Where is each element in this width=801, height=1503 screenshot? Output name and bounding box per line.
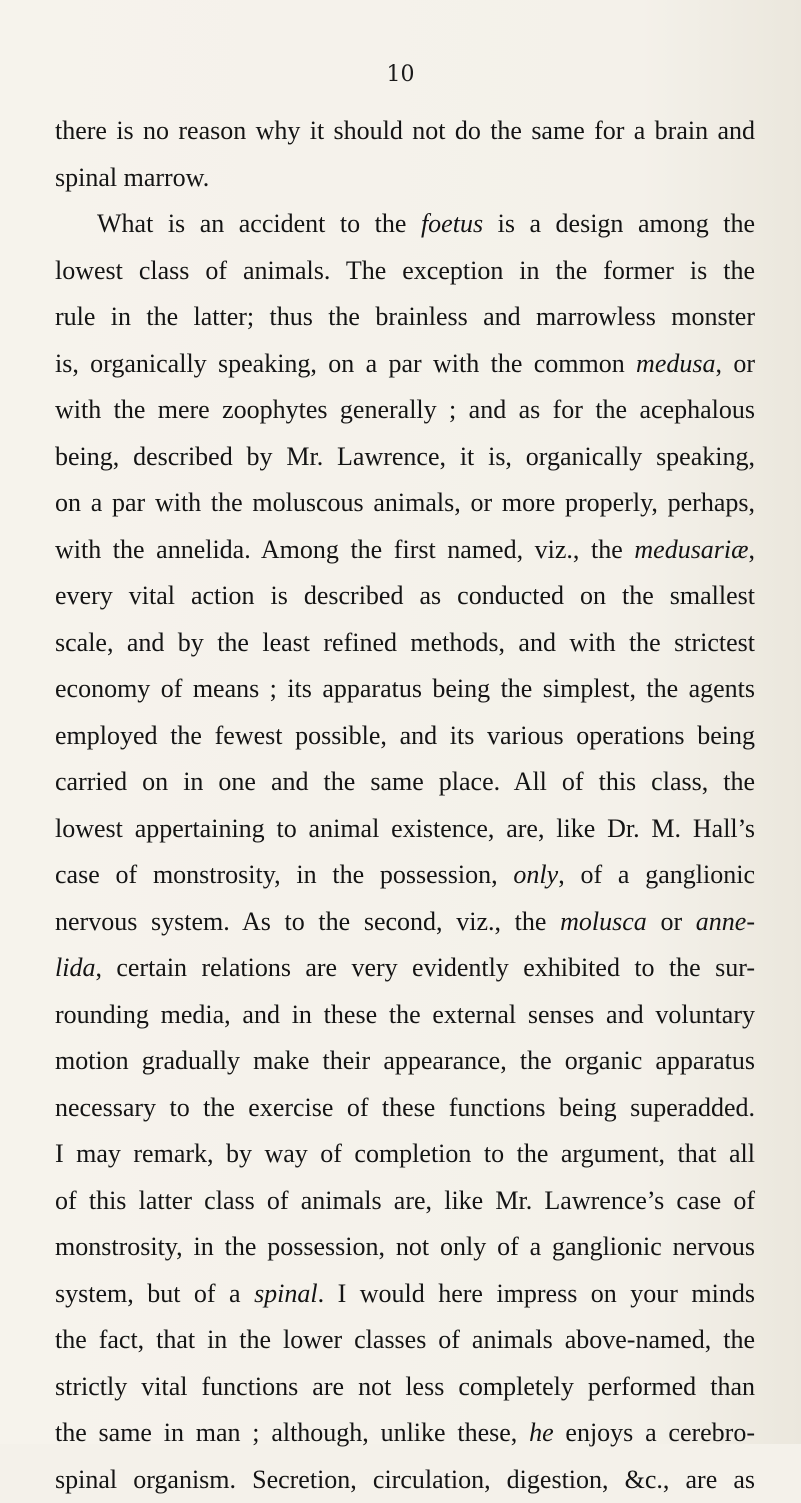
italic-term: medusariæ: [634, 535, 748, 564]
text-line: on a par with the moluscous animals, or more properly, perhaps,: [55, 480, 755, 527]
text-line: employed the fewest possible, and its various operations being: [55, 713, 755, 760]
text-line: rule in the latter; thus the brainless and marrowless monster: [55, 294, 755, 341]
text-line: lowest appertaining to animal existence, are, like Dr. M. Hall’s: [55, 806, 755, 853]
text-line: motion gradually make their appearance, the organic apparatus: [55, 1038, 755, 1085]
text-line: there is no reason why it should not do the same for a brain and: [55, 108, 755, 155]
text-line: with the mere zoophytes generally ; and as for the acephalous: [55, 387, 755, 434]
text-line: case of monstrosity, in the possession, only, of a ganglionic: [55, 852, 755, 899]
text-line: lowest class of animals. The exception in the former is the: [55, 248, 755, 295]
text-line: system, but of a spinal. I would here impress on your minds: [55, 1271, 755, 1318]
text-line: scale, and by the least refined methods, and with the strictest: [55, 620, 755, 667]
text-line: What is an accident to the foetus is a design among the: [55, 201, 755, 248]
italic-term: only: [513, 860, 558, 889]
text-line: necessary to the exercise of these functions being superadded.: [55, 1085, 755, 1132]
text-line: with the annelida. Among the first named, viz., the medusariæ,: [55, 527, 755, 574]
italic-term: anne-: [696, 907, 755, 936]
text-line: rounding media, and in these the external senses and voluntary: [55, 992, 755, 1039]
text-line: the same in man ; although, unlike these, he enjoys a cerebro-: [55, 1410, 755, 1457]
text-line: being, described by Mr. Lawrence, it is, organically speaking,: [55, 434, 755, 481]
text-line: lida, certain relations are very evidently exhibited to the sur-: [55, 945, 755, 992]
italic-term: foetus: [421, 209, 483, 238]
text-line: spinal organism. Secretion, circulation, digestion, &c., are as: [55, 1457, 755, 1503]
text-line: strictly vital functions are not less completely performed than: [55, 1364, 755, 1411]
text-line: monstrosity, in the possession, not only of a ganglionic nervous: [55, 1224, 755, 1271]
text-line: I may remark, by way of completion to the argument, that all: [55, 1131, 755, 1178]
italic-term: medusa: [636, 349, 715, 378]
text-line: the fact, that in the lower classes of animals above-named, the: [55, 1317, 755, 1364]
text-line: spinal marrow.: [55, 155, 755, 202]
text-line: carried on in one and the same place. All of this class, the: [55, 759, 755, 806]
italic-term: spinal: [254, 1279, 318, 1308]
italic-term: lida: [55, 953, 95, 982]
text-line: is, organically speaking, on a par with the common medusa, or: [55, 341, 755, 388]
text-line: economy of means ; its apparatus being the simplest, the agents: [55, 666, 755, 713]
text-line: nervous system. As to the second, viz., the molusca or anne-: [55, 899, 755, 946]
italic-term: molusca: [560, 907, 647, 936]
text-line: of this latter class of animals are, like Mr. Lawrence’s case of: [55, 1178, 755, 1225]
italic-term: he: [529, 1418, 554, 1447]
text-line: every vital action is described as conducted on the smallest: [55, 573, 755, 620]
page-text: [55, 108, 755, 1503]
page-number: 10: [0, 62, 801, 87]
